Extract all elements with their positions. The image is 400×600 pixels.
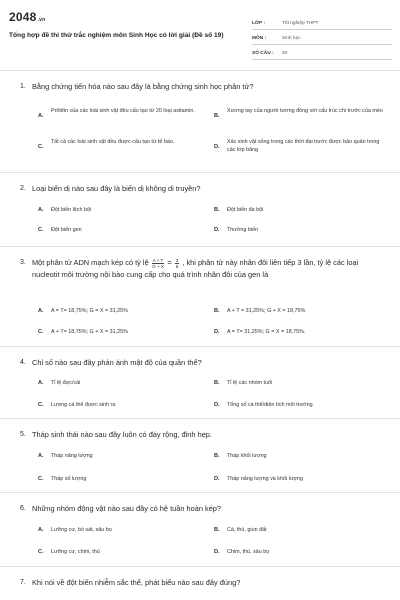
option-a[interactable] bbox=[38, 307, 208, 316]
question-text: Khi nói về đột biến nhiễm sắc thể, phát biểu nào sau đây đúng? bbox=[32, 578, 241, 587]
option-c[interactable] bbox=[38, 401, 198, 410]
option-letter: A. bbox=[38, 453, 44, 459]
option-text: Tỉ lệ đực/cái bbox=[51, 380, 81, 386]
option-letter: C. bbox=[38, 402, 44, 408]
question-number: 3. bbox=[20, 259, 26, 266]
question-text: Bằng chứng tiến hóa nào sau đây là bằng chứng sinh học phân tử? bbox=[32, 82, 254, 91]
option-text: Đột biến lệch bội bbox=[51, 207, 92, 213]
option-text: Xương tay của người tương đồng với cấu trúc chi trước của mèo bbox=[227, 108, 383, 114]
question-stem bbox=[20, 81, 382, 93]
option-text: Tháp khối lượng bbox=[227, 453, 267, 459]
option-a[interactable] bbox=[38, 452, 198, 461]
question-number: 1. bbox=[20, 83, 26, 90]
option-d[interactable] bbox=[214, 548, 384, 557]
question-stem bbox=[20, 577, 382, 589]
option-letter: C. bbox=[38, 476, 44, 482]
question-number: 2. bbox=[20, 185, 26, 192]
option-letter: D. bbox=[214, 402, 220, 408]
site-logo[interactable]: 2048.vn bbox=[9, 10, 46, 24]
question-text: Những nhóm động vật nào sau đây có hệ tuần hoàn kép? bbox=[32, 504, 222, 513]
question-6 bbox=[0, 492, 400, 566]
fraction-value: $\frac{3}{5}$ bbox=[175, 257, 179, 269]
option-text: Tổng số cá thể/diện tích môi trường bbox=[227, 402, 313, 408]
option-b[interactable] bbox=[214, 452, 384, 461]
option-letter: B. bbox=[214, 380, 220, 386]
option-letter: C. bbox=[38, 549, 44, 555]
question-text: Loại biến dị nào sau đây là biến dị không di truyền? bbox=[32, 184, 201, 193]
meta-label: MÔN : bbox=[252, 36, 267, 41]
option-text: Prôtêin của các loài sinh vật đều cấu tạo từ 20 loại axitamin. bbox=[51, 108, 195, 114]
meta-value: Tốt nghiệp THPT bbox=[282, 21, 319, 26]
option-c[interactable] bbox=[38, 548, 198, 557]
option-a[interactable] bbox=[38, 526, 198, 535]
question-5 bbox=[0, 418, 400, 492]
option-letter: B. bbox=[214, 113, 220, 119]
option-letter: A. bbox=[38, 380, 44, 386]
meta-value: Sinh học bbox=[282, 36, 301, 41]
option-text: A = T= 18,75%; G = X = 31,25% bbox=[51, 308, 128, 314]
option-letter: D. bbox=[214, 144, 220, 150]
option-d[interactable] bbox=[214, 475, 384, 484]
option-text: Lưỡng cư, chim, thú bbox=[51, 549, 100, 555]
option-letter: A. bbox=[38, 113, 44, 119]
option-text: Đột biến đa bội bbox=[227, 207, 264, 213]
option-text: A = T= 31,25%; G = X = 18,75%. bbox=[227, 329, 306, 335]
option-letter: A. bbox=[38, 308, 44, 314]
option-letter: A. bbox=[38, 207, 44, 213]
meta-label: LỚP : bbox=[252, 21, 266, 26]
meta-label: SỐ CÂU : bbox=[252, 51, 274, 56]
option-d[interactable] bbox=[214, 328, 384, 337]
option-letter: C. bbox=[38, 227, 44, 233]
question-text: Chỉ số nào sau đây phản ánh mật độ của quần thể? bbox=[32, 358, 202, 367]
option-text: A + T= 18,75%; G + X = 31,25% bbox=[51, 329, 128, 335]
option-text: Cá, thú, giun đất bbox=[227, 527, 267, 533]
option-text: Đột biến gen bbox=[51, 227, 82, 233]
option-b[interactable] bbox=[214, 307, 384, 316]
fraction-ratio: $\frac{A + T}{G + X}$ bbox=[152, 257, 164, 269]
option-text: Lưỡng cư, bò sát, sâu bọ bbox=[51, 527, 112, 533]
option-letter: B. bbox=[214, 207, 220, 213]
option-letter: B. bbox=[214, 527, 220, 533]
option-text: Tỉ lệ các nhóm tuổi bbox=[227, 380, 273, 386]
option-letter: C. bbox=[38, 144, 44, 150]
question-stem bbox=[20, 357, 382, 369]
option-c[interactable] bbox=[38, 475, 198, 484]
option-letter: B. bbox=[214, 308, 220, 314]
question-stem bbox=[20, 429, 382, 441]
option-letter: C. bbox=[38, 329, 44, 335]
option-letter: D. bbox=[214, 329, 220, 335]
option-text: A + T = 31,25%; G + X = 18,75% bbox=[227, 308, 306, 314]
option-a[interactable] bbox=[38, 379, 198, 388]
meta-row-subject bbox=[252, 30, 392, 45]
question-text: Một phân tử ADN mạch kép có tỷ lệ $\frac{A + T}{G + X}$ = $\frac{3}{5}$ , khi phân tử này nhân đôi liên tiếp 3 lần, tỷ lệ các loại nucleotit môi trường nội bào cung cấp cho quá trình nhân đôi của gen là bbox=[32, 257, 359, 279]
option-c[interactable] bbox=[38, 328, 208, 337]
option-b[interactable] bbox=[214, 107, 384, 125]
question-text: Tháp sinh thái nào sau đây luôn có đáy rộng, đỉnh hẹp. bbox=[32, 430, 212, 439]
option-letter: A. bbox=[38, 527, 44, 533]
document-title: Tổng hợp đề thi thử trắc nghiệm môn Sinh Học có lời giải (Đề số 19) bbox=[9, 32, 224, 39]
question-3 bbox=[0, 246, 400, 346]
question-number: 7. bbox=[20, 579, 26, 586]
meta-value: 40 bbox=[282, 51, 288, 56]
option-b[interactable] bbox=[214, 379, 384, 388]
page-header bbox=[0, 0, 400, 66]
option-a[interactable] bbox=[38, 206, 198, 215]
question-1 bbox=[0, 70, 400, 184]
option-a[interactable] bbox=[38, 107, 198, 125]
option-letter: B. bbox=[214, 453, 220, 459]
option-d[interactable] bbox=[214, 401, 384, 410]
question-7 bbox=[0, 566, 400, 600]
question-number: 4. bbox=[20, 359, 26, 366]
question-4 bbox=[0, 346, 400, 418]
option-d[interactable] bbox=[214, 226, 384, 235]
meta-row-grade bbox=[252, 15, 392, 30]
option-c[interactable] bbox=[38, 138, 198, 156]
option-text: Tháp năng lượng bbox=[51, 453, 93, 459]
question-number: 5. bbox=[20, 431, 26, 438]
option-letter: D. bbox=[214, 476, 220, 482]
option-d[interactable] bbox=[214, 138, 384, 156]
question-2 bbox=[0, 172, 400, 246]
meta-row-count bbox=[252, 45, 392, 60]
exam-meta bbox=[252, 15, 392, 60]
option-b[interactable] bbox=[214, 206, 384, 215]
option-text: Tháp số lượng bbox=[51, 476, 87, 482]
question-stem bbox=[20, 183, 382, 195]
option-b[interactable] bbox=[214, 526, 384, 535]
option-text: Chim, thú, sâu bọ bbox=[227, 549, 270, 555]
question-stem bbox=[20, 257, 382, 281]
option-text: Tất cả các loài sinh vật đều được cấu tạo từ tế bào. bbox=[51, 139, 175, 145]
question-stem bbox=[20, 503, 382, 515]
option-text: Lượng cá thể được sinh ra bbox=[51, 402, 116, 408]
option-c[interactable] bbox=[38, 226, 198, 235]
option-letter: D. bbox=[214, 549, 220, 555]
option-letter: D. bbox=[214, 227, 220, 233]
question-number: 6. bbox=[20, 505, 26, 512]
option-text: Tháp năng lượng và khối lượng bbox=[227, 476, 304, 482]
option-text: Thường biến bbox=[227, 227, 259, 233]
option-text: Xác sinh vật sống trong các thời đại trước được bảo quản trong các lớp băng bbox=[227, 139, 380, 153]
